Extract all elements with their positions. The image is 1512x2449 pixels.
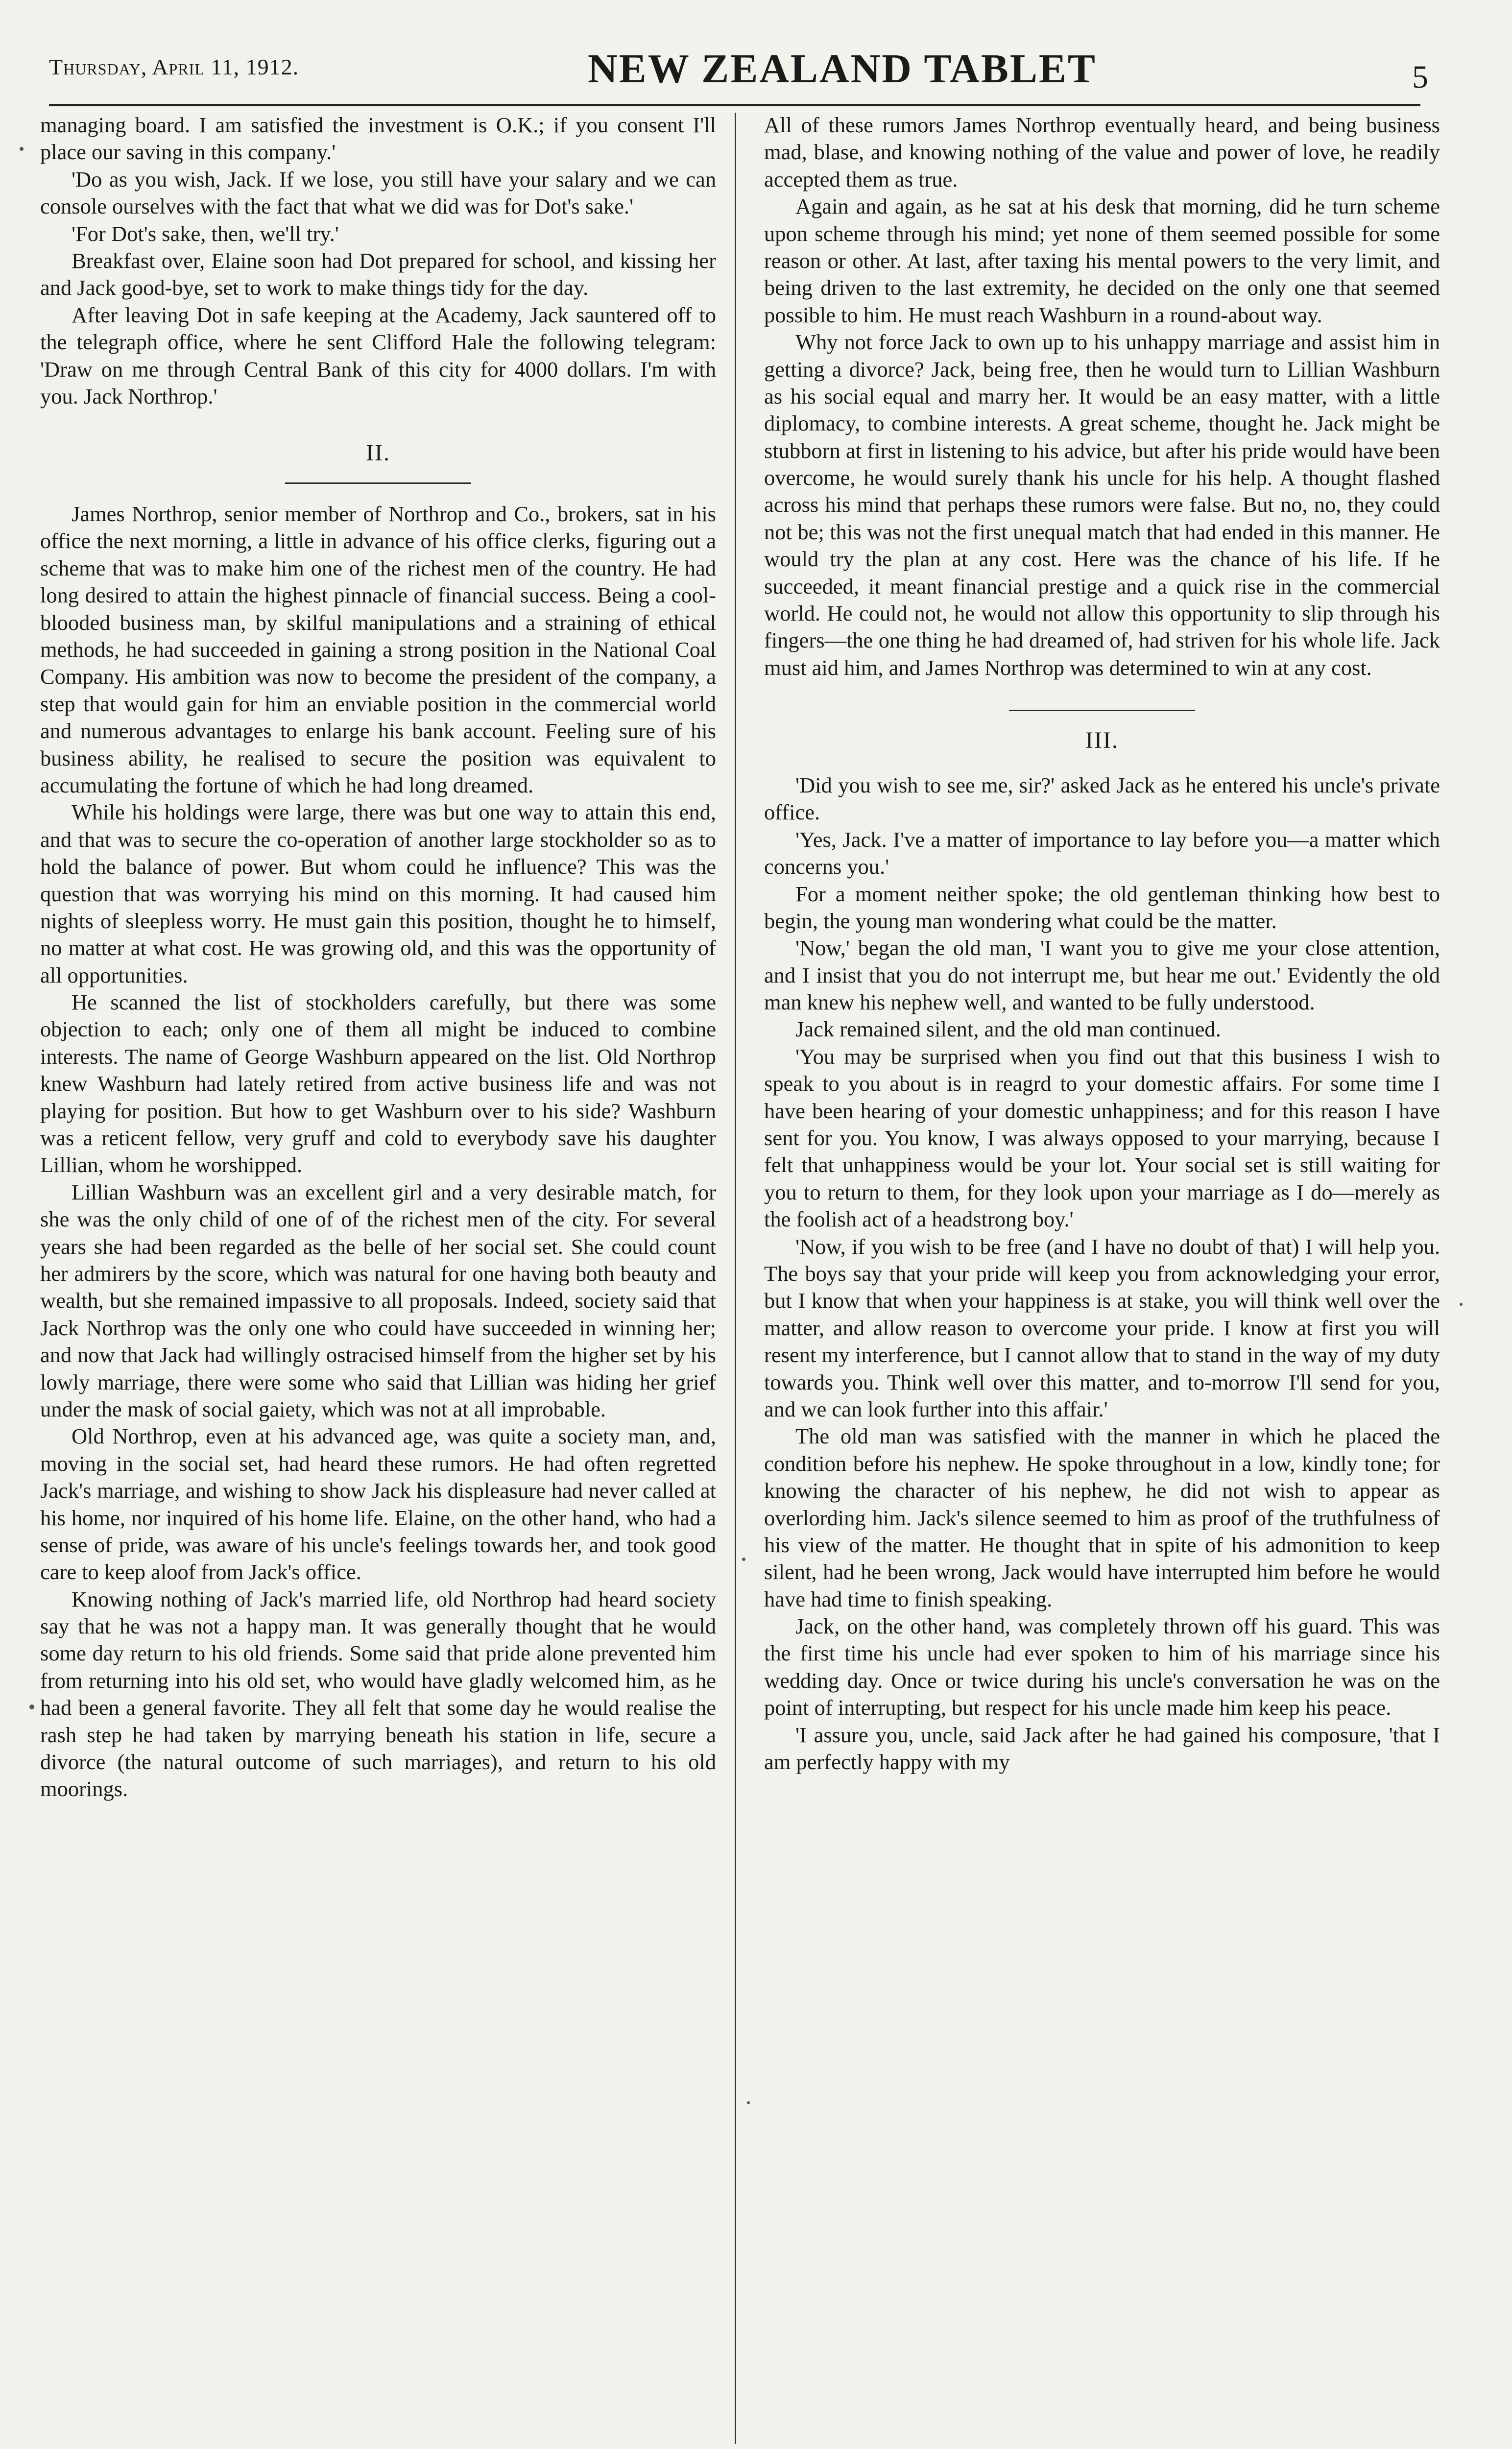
paragraph: While his holdings were large, there was but one way to attain this end, and that was to secure the co-operation of another large stockholder so as to hold the balance of power. But whom could he influence? This was the question that was worrying his mind on this morning. It had caused him nights of sleepless worry. He must gain this position, thought he to himself, no matter at what cost. He was growing old, and this was the opportunity of all opportunities.: [40, 800, 716, 987]
paragraph: 'Now, if you wish to be free (and I have no doubt of that) I will help you. The boys say that your pride will keep you from acknowledging your error, but I know that when your happiness is at stake, you will think well over the matter, and allow reason to overcome your pride. I know at first you will resent my interference, but I cannot allow that to stand in the way of my duty towards you. Think well over this matter, and to-morrow I'll send for you, and we can look further into this affair.': [764, 1234, 1440, 1421]
column-divider: [735, 113, 736, 2444]
masthead-title: NEW ZEALAND TABLET: [588, 46, 1097, 92]
scan-speck: [29, 1705, 34, 1709]
paragraph: The old man was satisfied with the manner in which he placed the condition before his nephew. He spoke throughout in a low, kindly tone; for knowing the character of his nephew, he did not wish to appear as overlording him. Jack's silence seemed to him as proof of the truthfulness of his view of the matter. He thought that in spite of his admonition to keep silent, had he been wrong, Jack would have interrupted him before he would have had time to finish speaking.: [764, 1424, 1440, 1611]
paragraph: For a moment neither spoke; the old gentleman thinking how best to begin, the young man wondering what could be the matter.: [764, 881, 1440, 933]
section-rule: [1009, 710, 1195, 711]
paragraph: Again and again, as he sat at his desk that morning, did he turn scheme upon scheme through his mind; yet none of them seemed possible for some reason or other. At last, after taxing his mental powers to the very limit, and being driven to the last extremity, he decided on the only one that seemed possible to him. He must reach Washburn in a round-about way.: [764, 194, 1440, 327]
paragraph: 'Yes, Jack. I've a matter of importance to lay before you—a matter which concerns you.': [764, 827, 1440, 879]
paragraph: 'You may be surprised when you find out that this business I wish to speak to you about is in reagrd to your domestic affairs. For some time I have been hearing of your domestic unhappiness; and for this reason I have sent for you. You know, I was always opposed to your marrying, because I felt that unhappiness would be your lot. Your social set is still waiting for you to return to them, for they look upon your marriage as I do—merely as the foolish act of a headstrong boy.': [764, 1044, 1440, 1232]
section-heading: [40, 438, 716, 484]
paragraph: After leaving Dot in safe keeping at the Academy, Jack sauntered off to the telegraph office, where he sent Clifford Hale the following telegram: 'Draw on me through Central Bank of this city for 4000 dollars. I'm with you. Jack Northrop.': [40, 302, 716, 408]
paragraph: Old Northrop, even at his advanced age, was quite a society man, and, moving in the social set, had heard these rumors. He had often regretted Jack's marriage, and wishing to show Jack his displeasure had never called at his home, nor inquired of his home life. Elaine, on the other hand, who had a sense of pride, was aware of his uncle's feelings towards her, and took good care to keep aloof from Jack's office.: [40, 1424, 716, 1585]
paragraph: 'Do as you wish, Jack. If we lose, you still have your salary and we can console ourselves with the fact that what we did was for Dot's sake.': [40, 167, 716, 219]
issue-date: Thursday, April 11, 1912.: [49, 54, 299, 79]
page-number: 5: [1412, 59, 1428, 95]
paragraph: All of these rumors James Northrop eventually heard, and being business mad, blase, and knowing nothing of the value and power of love, he readily accepted them as true.: [764, 113, 1440, 192]
section-rule: [285, 482, 471, 484]
paragraph: Why not force Jack to own up to his unhappy marriage and assist him in getting a divorce? Jack, being free, then he would turn to Lillian Washburn as his social equal and marry her. It would be an easy matter, with a little diplomacy, to combine interests. A great scheme, thought he. Jack might be stubborn at first in listening to his advice, but after his pride would have been overcome, he would surely thank his uncle for his help. A thought flashed across his mind that perhaps these rumors were false. But no, no, they could not be; this was not the first unequal match that had ended in this manner. He would try the plan at any cost. Here was the chance of his life. If he succeeded, it meant financial prestige and a quick rise in the commercial world. He could not, he would not allow this opportunity to slip through his fingers—the one thing he had dreamed of, had striven for his whole life. Jack must aid him, and James Northrop was determined to win at any cost.: [764, 330, 1440, 680]
paragraph: Jack, on the other hand, was completely thrown off his guard. This was the first time his uncle had ever spoken to him of his marriage since his wedding day. Once or twice during his uncle's conversation he was on the point of interrupting, but respect for his uncle made him keep his peace.: [764, 1614, 1440, 1720]
scan-speck: [747, 2101, 750, 2104]
paragraph: 'Now,' began the old man, 'I want you to give me your close attention, and I insist that you do not interrupt me, but hear me out.' Evidently the old man knew his nephew well, and wanted to be fully understood.: [764, 936, 1440, 1015]
paragraph: 'For Dot's sake, then, we'll try.': [72, 221, 339, 246]
paragraph: 'I assure you, uncle, said Jack after he had gained his composure, 'that I am perfectly happy with my: [764, 1722, 1440, 1775]
paragraph: 'Did you wish to see me, sir?' asked Jack as he entered his uncle's private office.: [764, 772, 1440, 825]
scan-speck: [742, 1558, 745, 1561]
page-header: [49, 45, 1428, 104]
paragraph: Lillian Washburn was an excellent girl and a very desirable match, for she was the only child of one of of the richest men of the city. For several years she had been regarded as the belle of her social set. She could count her admirers by the score, which was natural for one having both beauty and wealth, but she remained impassive to all proposals. Indeed, society said that Jack Northrop was the only one who could have succeeded in winning her; and now that Jack had willingly ostracised himself from the higher set by his lowly marriage, there were some who said that Lillian was hiding her grief under the mask of social gaiety, which was not at all improbable.: [40, 1179, 716, 1421]
scan-speck: [20, 147, 24, 151]
section-heading: [764, 710, 1440, 755]
left-column: [40, 112, 716, 2433]
paragraph: Jack remained silent, and the old man continued.: [795, 1017, 1221, 1042]
paragraph: James Northrop, senior member of Northrop and Co., brokers, sat in his office the next morning, a little in advance of his office clerks, figuring out a scheme that was to make him one of the richest men of the country. He had long desired to attain the highest pinnacle of financial success. Being a cool-blooded business man, by skilful manipulations and a straining of ethical methods, he had succeeded in gaining a strong position in the National Coal Company. His ambition was now to become the president of the company, a step that would gain for him an enviable position in the commercial world and numerous advantages to enlarge his bank account. Feeling sure of his business ability, he realised to secure the position was equivalent to accumulating the fortune of which he had long dreamed.: [40, 502, 716, 797]
section-number: III.: [1085, 727, 1119, 754]
section-number: II.: [366, 440, 390, 466]
paragraph: managing board. I am satisfied the investment is O.K.; if you consent I'll place our saving in this company.': [40, 113, 716, 165]
paragraph: Breakfast over, Elaine soon had Dot prepared for school, and kissing her and Jack good-bye, set to work to make things tidy for the day.: [40, 248, 716, 300]
scan-speck: [1460, 1303, 1463, 1306]
paragraph: Knowing nothing of Jack's married life, old Northrop had heard society say that he was not a happy man. It was generally thought that he would some day return to his old friends. Some said that pride alone prevented him from returning into his old set, who would have gladly welcomed him, as he had been a general favorite. They all felt that some day he would realise the rash step he had taken by marrying beneath his station in life, secure a divorce (the natural outcome of such marriages), and return to his old moorings.: [40, 1586, 716, 1801]
right-column: [764, 112, 1440, 2433]
header-rule: [49, 104, 1420, 106]
paragraph: He scanned the list of stockholders carefully, but there was some objection to each; only one of them all might be induced to combine interests. The name of George Washburn appeared on the list. Old Northrop knew Washburn had lately retired from active business life and was not playing for position. But how to get Washburn over to his side? Washburn was a reticent fellow, very gruff and cold to everybody save his daughter Lillian, whom he worshipped.: [40, 990, 716, 1177]
